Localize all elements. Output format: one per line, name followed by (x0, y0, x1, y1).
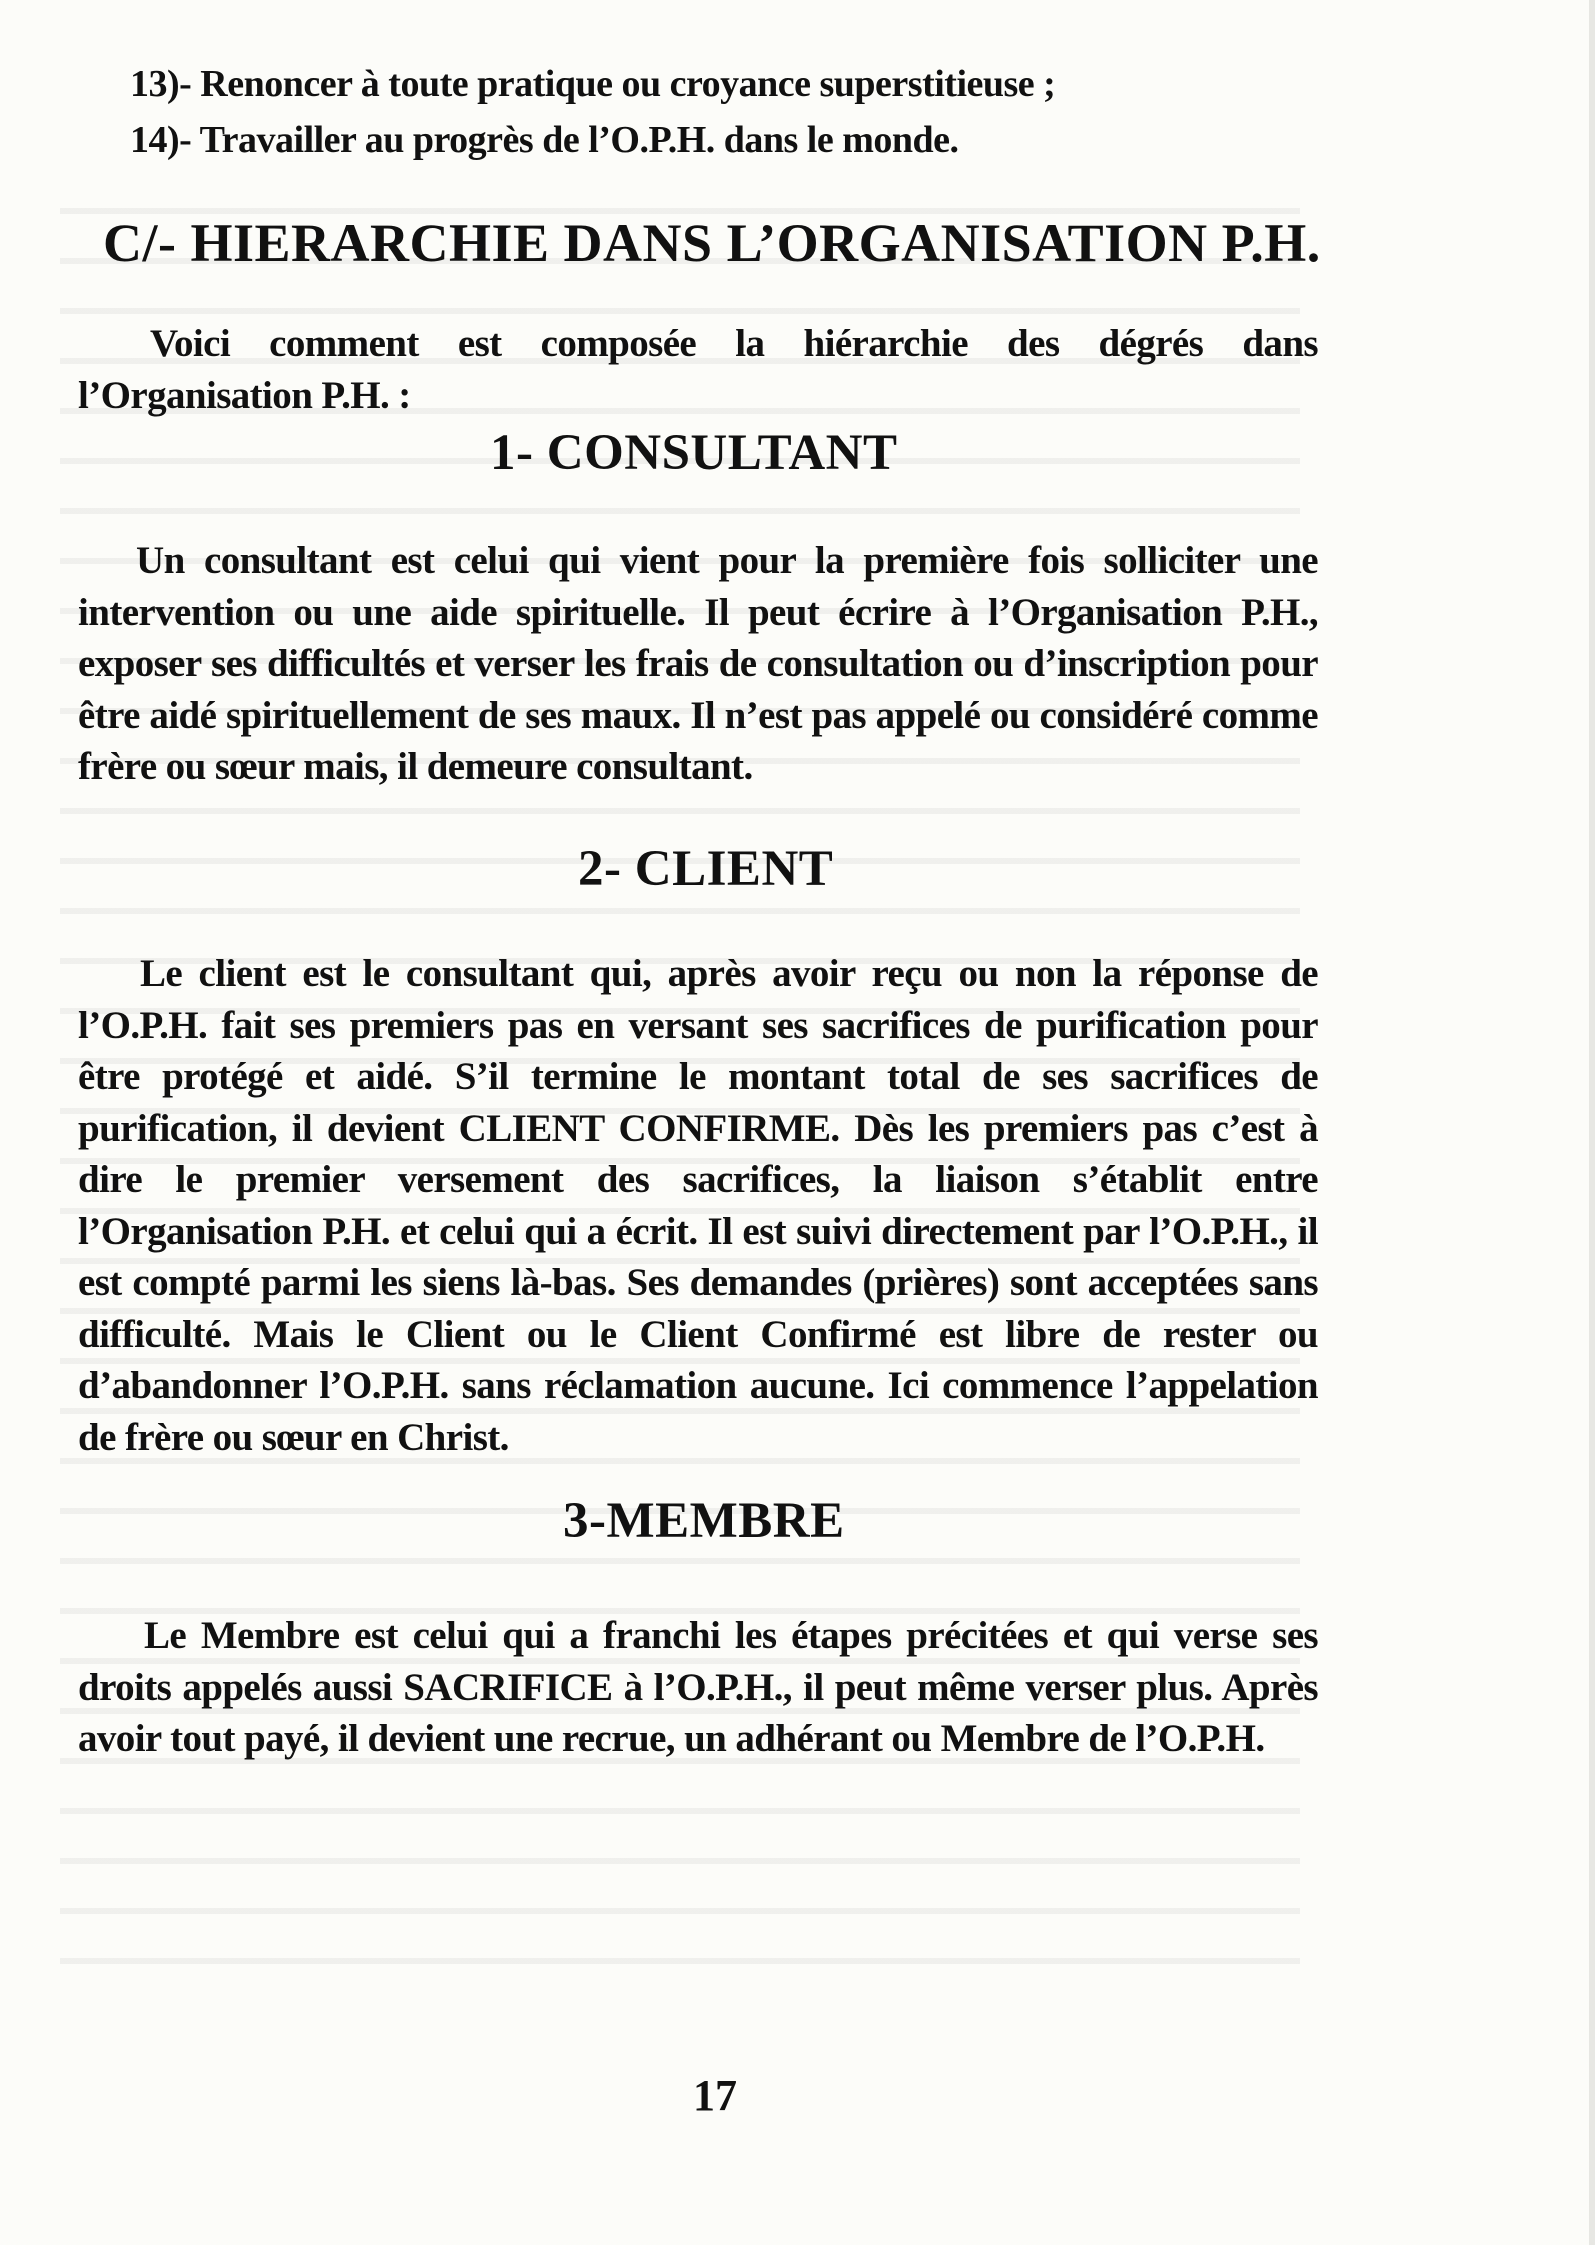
membre-paragraph (78, 1610, 1318, 1765)
membre-text: Le Membre est celui qui a franchi les étapes précitées et qui verse ses droits appelés aussi SACRIFICE à l’O.P.H., il peut même verser plus. Après avoir tout payé, il devient une recrue, un adhérant ou Membre de l’O.P.H. (78, 1614, 1318, 1760)
page-edge (1589, 0, 1595, 2245)
section-title: C/- HIERARCHIE DANS L’ORGANISATION P.H. (103, 213, 1321, 273)
consultant-heading: 1- CONSULTANT (490, 425, 898, 481)
client-paragraph (78, 948, 1318, 1463)
list-item-13: 13)- Renoncer à toute pratique ou croyance superstitieuse ; (130, 63, 1056, 105)
section-intro (78, 318, 1318, 421)
consultant-text: Un consultant est celui qui vient pour la première fois solliciter une intervention ou une aide spirituelle. Il peut écrire à l’Organisation P.H., exposer ses difficultés et verser les frais de consultation ou d’inscription pour être aidé spirituellement de ses maux. Il n’est pas appelé ou considéré comme frère ou sœur mais, il demeure consultant. (78, 539, 1318, 788)
consultant-paragraph (78, 535, 1318, 793)
list-item-14: 14)- Travailler au progrès de l’O.P.H. dans le monde. (130, 119, 959, 161)
page-number: 17 (693, 2071, 737, 2120)
client-text: Le client est le consultant qui, après avoir reçu ou non la réponse de l’O.P.H. fait ses premiers pas en versant ses sacrifices de purification pour être protégé et aidé. S’il termine le montant total de ses sacrifices de purification, il devient CLIENT CONFIRME. Dès les premiers pas c’est à dire le premier versement des sacrifices, la liaison s’établit entre l’Organisation P.H. et celui qui a écrit. Il est suivi directement par l’O.P.H., il est compté parmi les siens là-bas. Ses demandes (prières) sont acceptées sans difficulté. Mais le Client ou le Client Confirmé est libre de rester ou d’abandonner l’O.P.H. sans réclamation aucune. Ici commence l’appelation de frère ou sœur en Christ. (78, 952, 1318, 1459)
section-intro-text: Voici comment est composée la hiérarchie des dégrés dans l’Organisation P.H. : (78, 322, 1318, 417)
membre-heading: 3-MEMBRE (563, 1493, 845, 1549)
client-heading: 2- CLIENT (578, 841, 834, 897)
